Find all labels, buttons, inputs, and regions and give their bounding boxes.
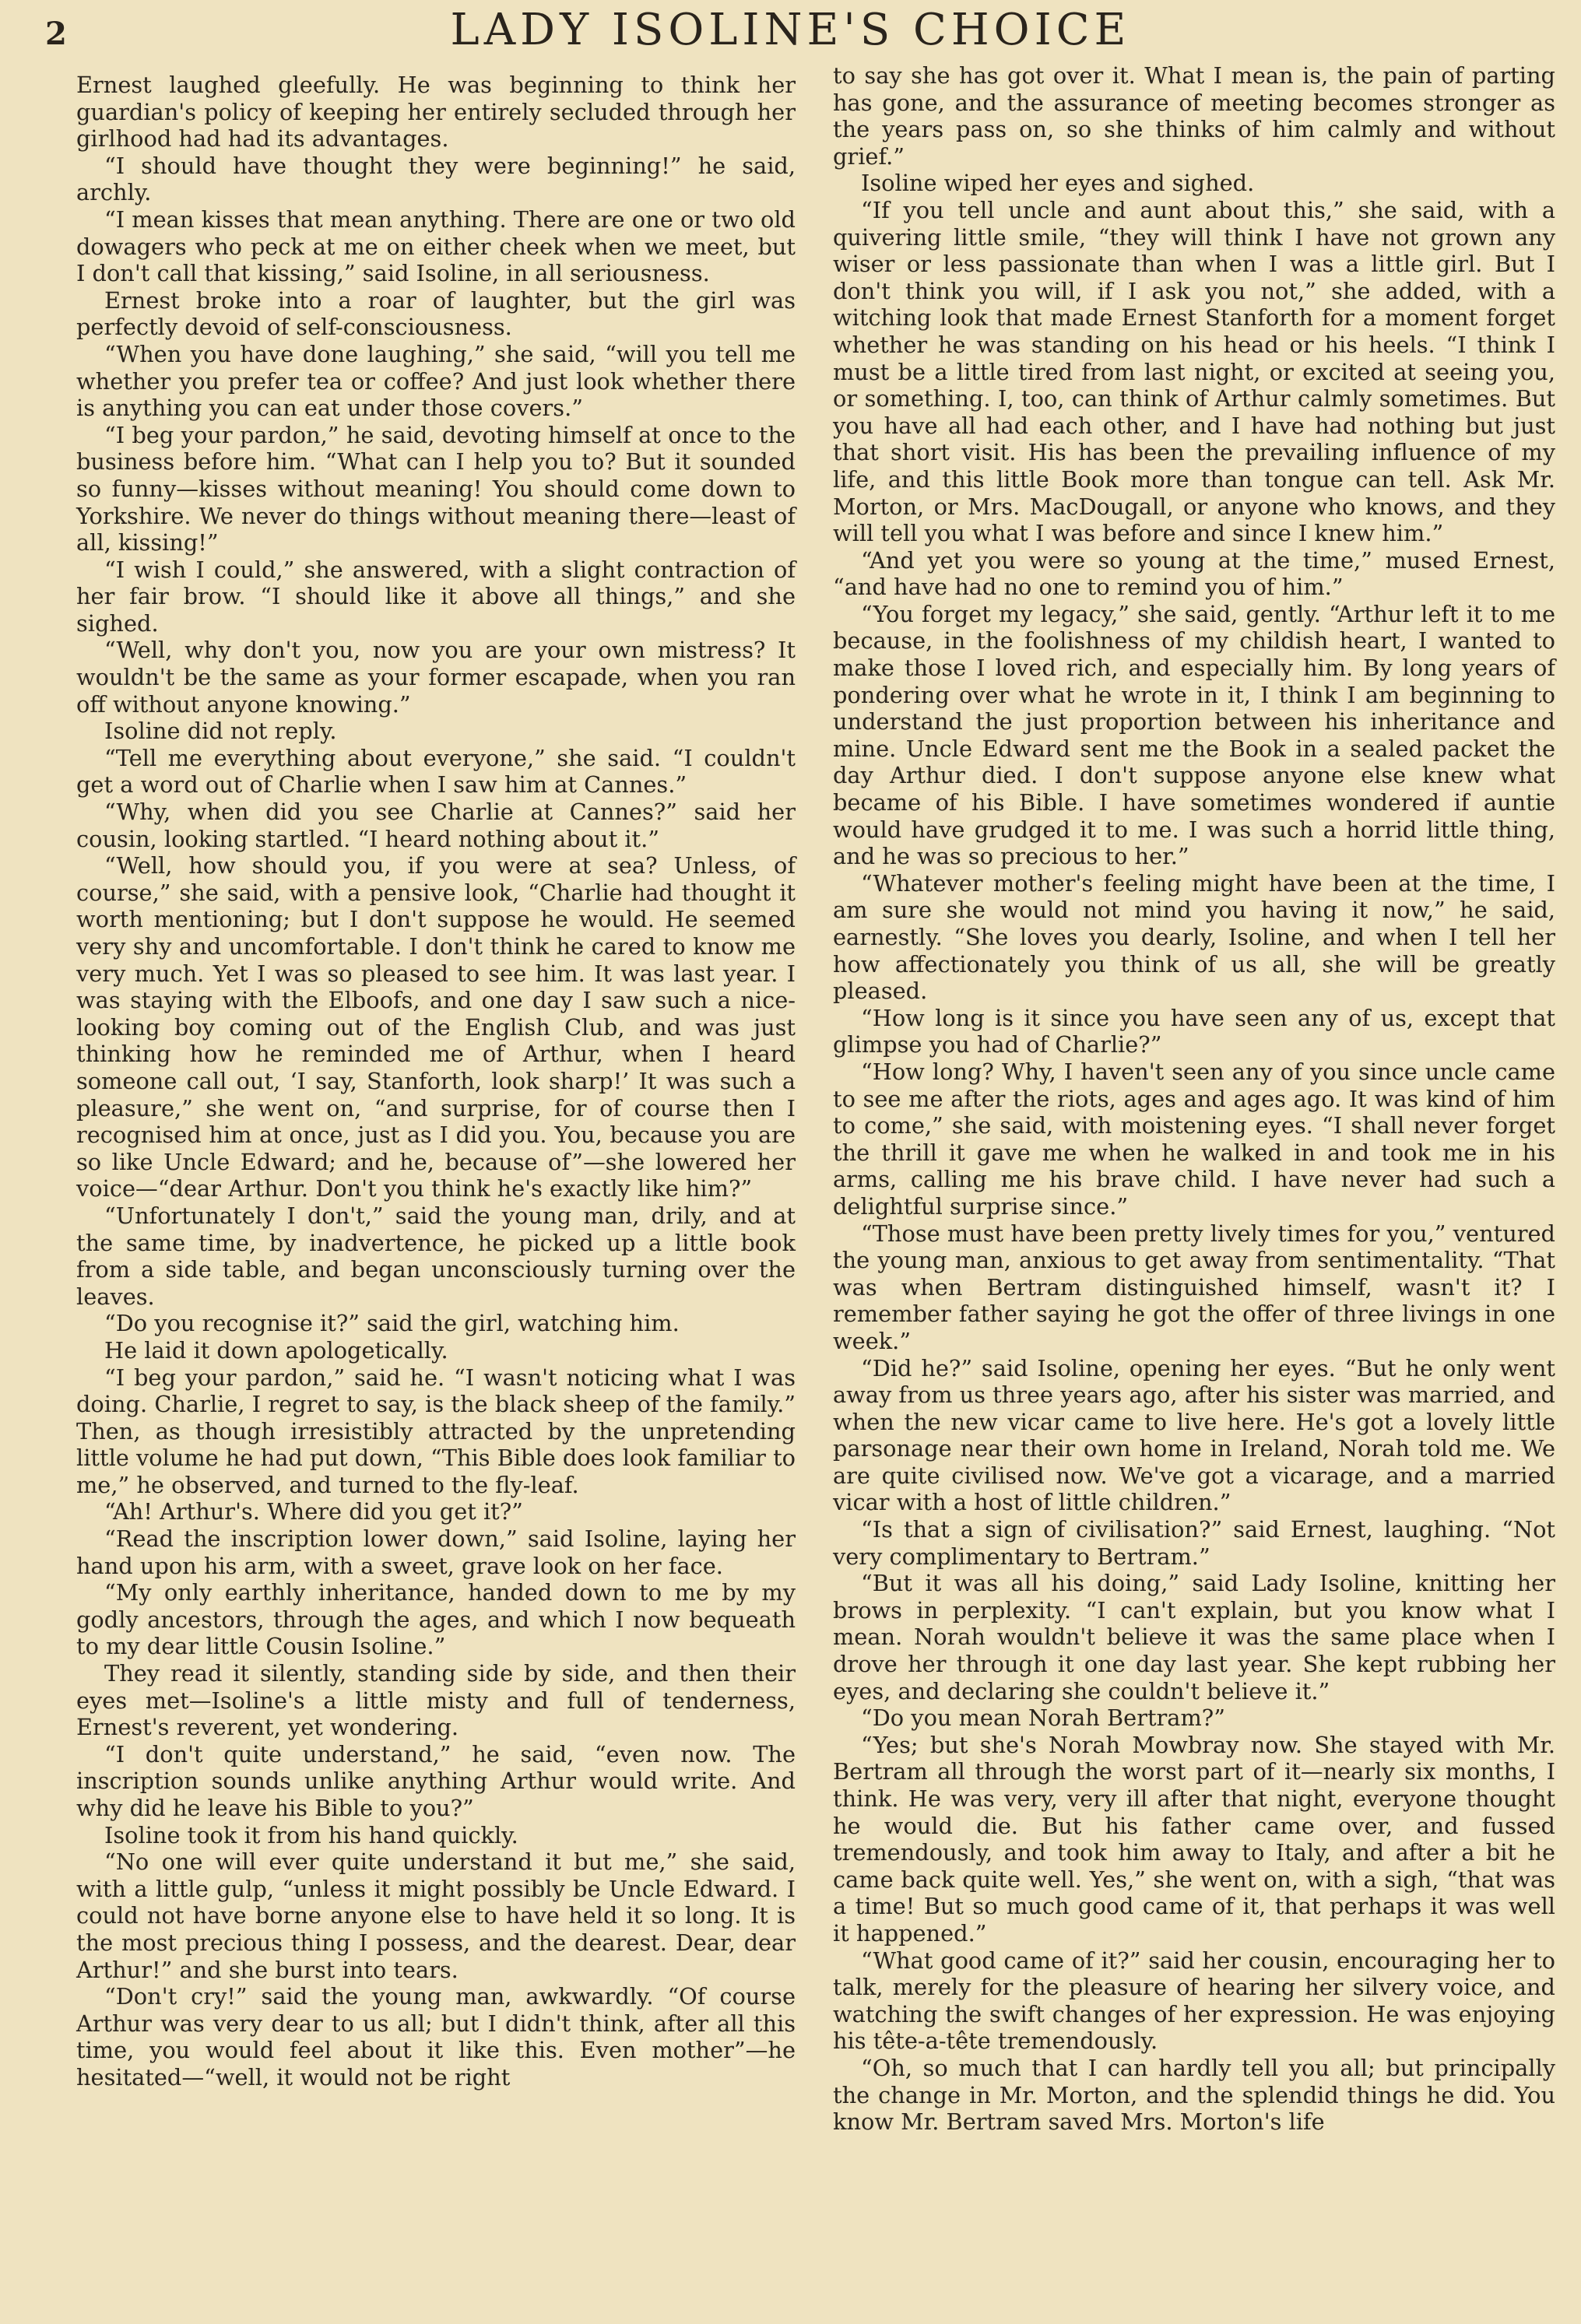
paragraph: “How long is it since you have seen any of us, except that glimpse you had of Charlie?”: [833, 1004, 1555, 1058]
paragraph: “Oh, so much that I can hardly tell you all; but principally the change in Mr. Morton, and the splendid things he did. You know Mr. Bertram saved Mrs. Morton's life: [833, 2054, 1555, 2136]
paragraph: “My only earthly inheritance, handed down to me by my godly ancestors, through the ages, and which I now bequeath to my dear little Cousin Isoline.”: [76, 1579, 796, 1660]
paragraph: “Unfortunately I don't,” said the young man, drily, and at the same time, by inadvertence, he picked up a little book from a side table, and began unconsciously turning over the leaves.: [76, 1202, 796, 1310]
paragraph: “I should have thought they were beginning!” he said, archly.: [76, 152, 796, 206]
paragraph: “No one will ever quite understand it but me,” she said, with a little gulp, “unless it might possibly be Uncle Edward. I could not have borne anyone else to have held it so long. It is the most precious thing I possess, and the dearest. Dear, dear Arthur!” and she burst into tears.: [76, 1848, 796, 1983]
paragraph: “Is that a sign of civilisation?” said Ernest, laughing. “Not very complimentary to Bertram.”: [833, 1516, 1555, 1570]
paragraph: “I mean kisses that mean anything. There are one or two old dowagers who peck at me on either cheek when we meet, but I don't call that kissing,” said Isoline, in all seriousness.: [76, 205, 796, 287]
paragraph: “Do you recognise it?” said the girl, watching him.: [104, 1310, 680, 1337]
paragraph: “Do you mean Norah Bertram?”: [861, 1704, 1225, 1732]
running-title: LADY ISOLINE'S CHOICE: [450, 5, 1131, 55]
paragraph: “If you tell uncle and aunt about this,” she said, with a quivering little smile, “they will think I have not grown any wiser or less passionate than when I was a little girl. But I don't think you will, if I ask you not,” she added, with a witching look that made Ernest Stanforth for a moment forget whether he was standing on his head or his heels. “I think I must be a little tired from last night, or excited at seeing you, or something. I, too, can think of Arthur calmly sometimes. But you have all had each other, and I have had nothing but just that short visit. His has been the prevailing influence of my life, and this little Book more than tongue can tell. Ask Mr. Morton, or Mrs. MacDougall, or anyone who knows, and they will tell you what I was before and since I knew him.”: [833, 196, 1555, 547]
paragraph: “Yes; but she's Norah Mowbray now. She stayed with Mr. Bertram all through the worst part of it—nearly six months, I think. He was very, very ill after that night, everyone thought he would die. But his father came over, and fussed tremendously, and took him away to Italy, and after a bit he came back quite well. Yes,” she went on, with a sigh, “that was a time! But so much good came of it, that perhaps it was well it happened.”: [833, 1731, 1555, 1947]
paragraph: “Don't cry!” said the young man, awkwardly. “Of course Arthur was very dear to us all; but I didn't think, after all this time, you would feel about it like this. Even mother”—he hesitated—“well, it would not be right: [76, 1983, 796, 2091]
paragraph: “Whatever mother's feeling might have been at the time, I am sure she would not mind you having it now,” he said, earnestly. “She loves you dearly, Isoline, and when I tell her how affectionately you think of us all, she will be greatly pleased.: [833, 869, 1555, 1005]
paragraph: “I wish I could,” she answered, with a slight contraction of her fair brow. “I should like it above all things,” and she sighed.: [76, 556, 796, 637]
paragraph: “Read the inscription lower down,” said Isoline, laying her hand upon his arm, with a sweet, grave look on her face.: [76, 1525, 796, 1579]
paragraph: “Tell me everything about everyone,” she said. “I couldn't get a word out of Charlie when I saw him at Cannes.”: [76, 744, 796, 799]
paragraph: Ernest laughed gleefully. He was beginning to think her guardian's policy of keeping her entirely secluded through her girlhood had had its advantages.: [76, 72, 796, 153]
paragraph: to say she has got over it. What I mean is, the pain of parting has gone, and the assurance of meeting becomes stronger as the years pass on, so she thinks of him calmly and without grief.”: [833, 62, 1555, 170]
paragraph: “And yet you were so young at the time,” mused Ernest, “and have had no one to remind you of him.”: [833, 546, 1555, 601]
paragraph: “What good came of it?” said her cousin, encouraging her to talk, merely for the pleasure of hearing her silvery voice, and watching the swift changes of her expression. He was enjoying his tête-a-tête tremendously.: [833, 1947, 1555, 2055]
paragraph: They read it silently, standing side by side, and then their eyes met—Isoline's a little misty and full of tenderness, Ernest's reverent, yet wondering.: [76, 1660, 796, 1741]
paragraph: “But it was all his doing,” said Lady Isoline, knitting her brows in perplexity. “I can't explain, but you know what I mean. Norah wouldn't believe it was the same place when I drove her through it one day last year. She kept rubbing her eyes, and declaring she couldn't believe it.”: [833, 1570, 1555, 1704]
paragraph: Isoline did not reply.: [104, 718, 337, 745]
paragraph: Isoline wiped her eyes and sighed.: [861, 170, 1255, 197]
left-column: [76, 72, 796, 2091]
paragraph: “How long? Why, I haven't seen any of you since uncle came to see me after the riots, ages and ages ago. It was kind of him to come,” she said, with moistening eyes. “I shall never forget the thrill it gave me when he walked in and took me in his arms, calling me his brave child. I have never had such a delightful surprise since.”: [833, 1058, 1555, 1220]
paragraph: “Those must have been pretty lively times for you,” ventured the young man, anxious to get away from sentimentality. “That was when Bertram distinguished himself, wasn't it? I remember father saying he got the offer of three livings in one week.”: [833, 1220, 1555, 1354]
paragraph: “I beg your pardon,” he said, devoting himself at once to the business before him. “What can I help you to? But it sounded so funny—kisses without meaning! You should come down to Yorkshire. We never do things without meaning there—least of all, kissing!”: [76, 421, 796, 556]
page-number: 2: [45, 16, 67, 52]
paragraph: Isoline took it from his hand quickly.: [104, 1821, 518, 1848]
paragraph: “I don't quite understand,” he said, “even now. The inscription sounds unlike anything Arthur would write. And why did he leave his Bible to you?”: [76, 1740, 796, 1821]
paragraph: “I beg your pardon,” said he. “I wasn't noticing what I was doing. Charlie, I regret to say, is the black sheep of the family.” Then, as though irresistibly attracted by the unpretending little volume he had put down, “This Bible does look familiar to me,” he observed, and turned to the fly-leaf.: [76, 1364, 796, 1498]
paragraph: “Did he?” said Isoline, opening her eyes. “But he only went away from us three years ago, after his sister was married, and when the new vicar came to live here. He's got a lovely little parsonage near their own home in Ireland, Norah told me. We are quite civilised now. We've got a vicarage, and a married vicar with a host of little children.”: [833, 1354, 1555, 1516]
paragraph: “When you have done laughing,” she said, “will you tell me whether you prefer tea or coffee? And just look whether there is anything you can eat under those covers.”: [76, 340, 796, 422]
paragraph: Ernest broke into a roar of laughter, but the girl was perfectly devoid of self-consciousness.: [76, 286, 796, 341]
paragraph: “Why, when did you see Charlie at Cannes?” said her cousin, looking startled. “I heard nothing about it.”: [76, 799, 796, 852]
paragraph: “Well, how should you, if you were at sea? Unless, of course,” she said, with a pensive look, “Charlie had thought it worth mentioning; but I don't suppose he would. He seemed very shy and uncomfortable. I don't think he cared to know me very much. Yet I was so pleased to see him. It was last year. I was staying with the Elboofs, and one day I saw such a nice-looking boy coming out of the English Club, and was just thinking how he reminded me of Arthur, when I heard someone call out, ‘I say, Stanforth, look sharp!’ It was such a pleasure,” she went on, “and surprise, for of course then I recognised him at once, just as I did you. You, because you are so like Uncle Edward; and he, because of”—she lowered her voice—“dear Arthur. Don't you think he's exactly like him?”: [76, 852, 796, 1202]
paragraph: “Ah! Arthur's. Where did you get it?”: [104, 1498, 523, 1525]
paragraph: He laid it down apologetically.: [104, 1336, 448, 1364]
paragraph: “You forget my legacy,” she said, gently. “Arthur left it to me because, in the foolishness of my childish heart, I wanted to make those I loved rich, and especially him. By long years of pondering over what he wrote in it, I think I am beginning to understand the just proportion between his inheritance and mine. Uncle Edward sent me the Book in a sealed packet the day Arthur died. I don't suppose anyone else knew what became of his Bible. I have sometimes wondered if auntie would have grudged it to me. I was such a horrid little thing, and he was so precious to her.”: [833, 600, 1555, 870]
right-column: [833, 62, 1555, 2136]
paragraph: “Well, why don't you, now you are your own mistress? It wouldn't be the same as your former escapade, when you ran off without anyone knowing.”: [76, 637, 796, 718]
